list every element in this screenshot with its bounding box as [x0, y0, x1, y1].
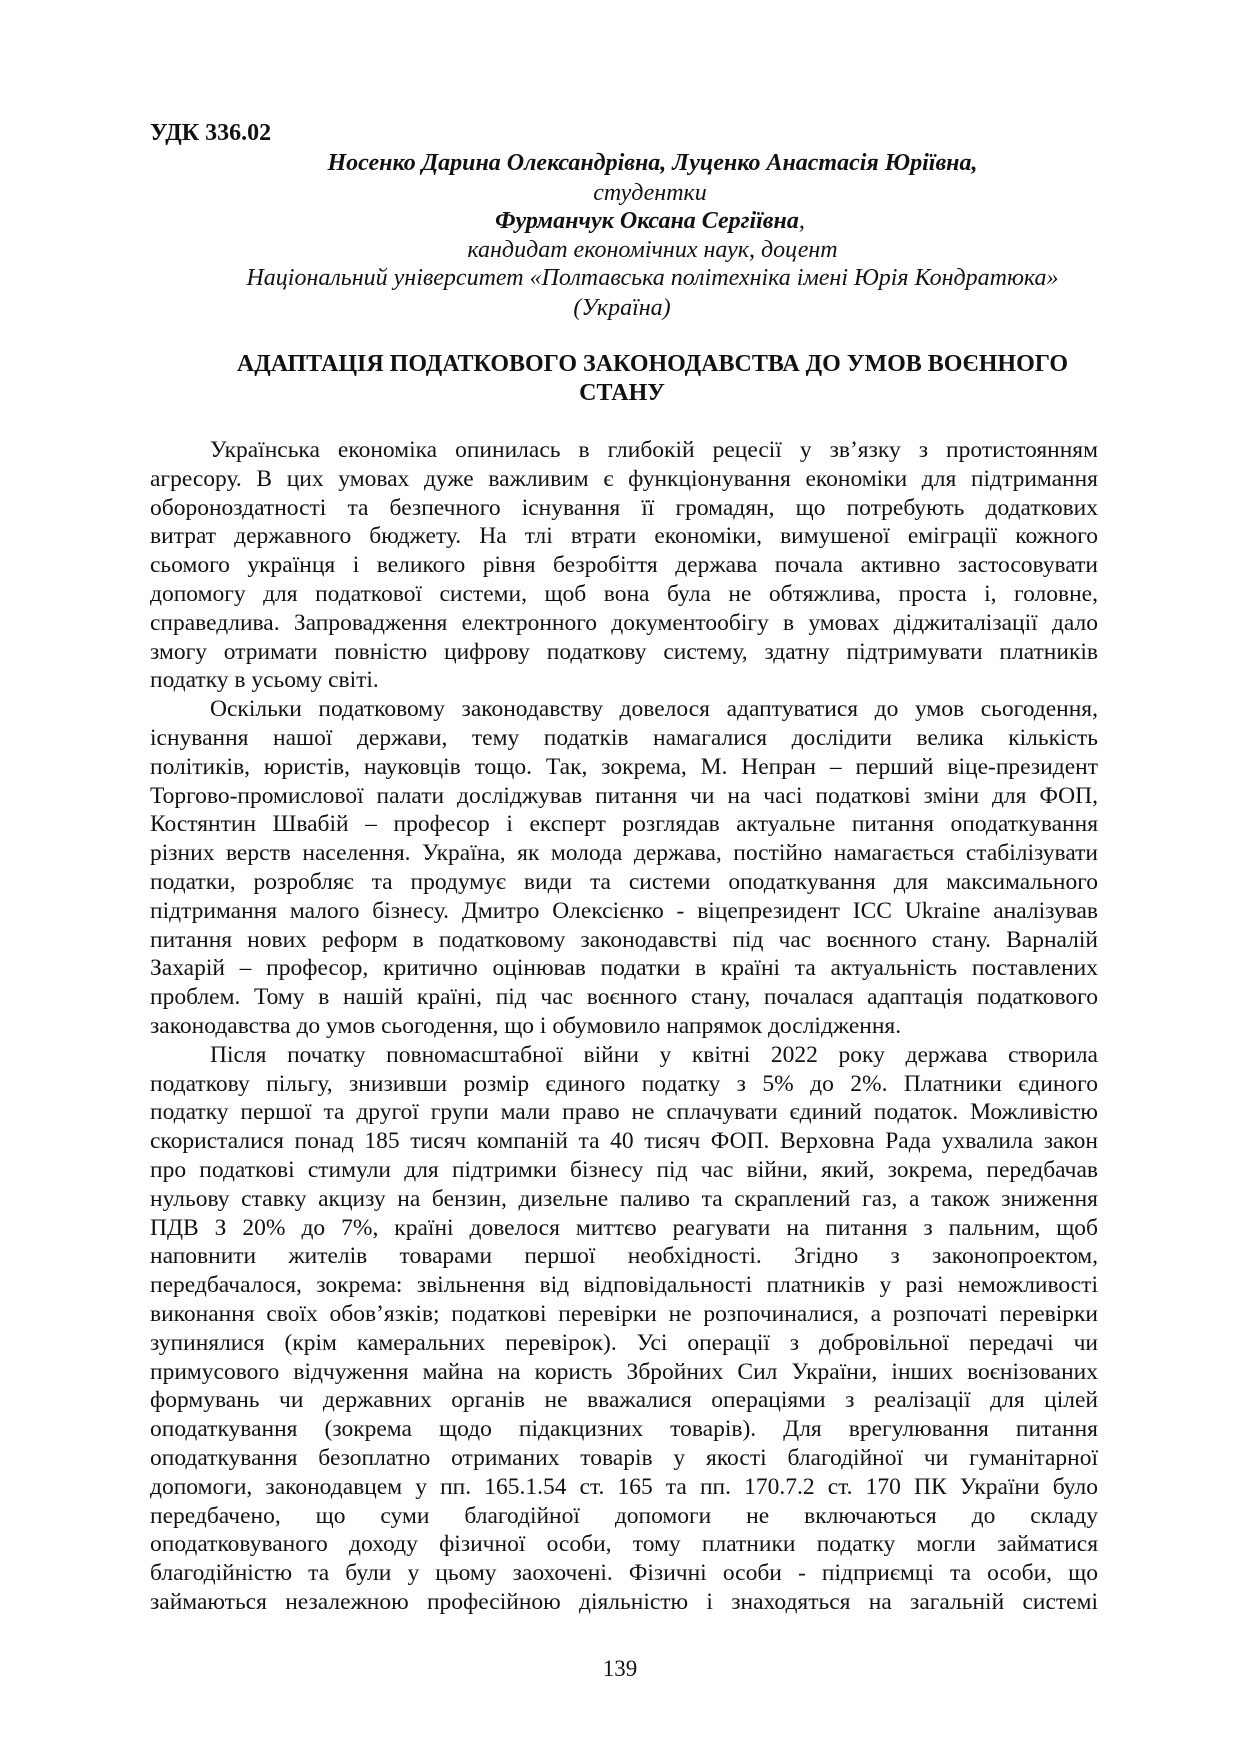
paragraph-3-line: допомоги, законодавцем у пп. 165.1.54 ст. 165 та пп. 170.7.2 ст. 170 ПК України було	[150, 1473, 1098, 1500]
paragraph-1-line: справедлива. Запровадження електронного документообігу в умовах діджиталізації дало	[150, 609, 1098, 636]
paragraph-1-line: змогу отримати повністю цифрову податкову систему, здатну підтримувати платників	[150, 638, 1098, 665]
paragraph-1-line: Українська економіка опинилась в глибокій рецесії у зв’язку з протистоянням	[210, 437, 1098, 463]
paragraph-2-line: Захарій – професор, критично оцінював податки в країні та актуальність поставлених	[150, 955, 1098, 982]
udk-code: УДК 336.02	[150, 120, 272, 146]
paragraph-2-line: податки, розробляє та продумує види та системи оподаткування для максимального	[150, 869, 1098, 895]
article-title-line-1: АДАПТАЦІЯ ПОДАТКОВОГО ЗАКОНОДАВСТВА ДО УМОВ ВОЄННОГО	[236, 351, 1069, 377]
page-number: 139	[602, 1656, 638, 1681]
paragraph-3-line: зупинялися (крім камеральних перевірок). Усі операції з добровільної передачі чи	[150, 1329, 1098, 1356]
paragraph-1-line: агресору. В цих умовах дуже важливим є функціонування економіки для підтримання	[150, 465, 1098, 492]
paragraph-3-line: скористалися понад 185 тисяч компаній та 40 тисяч ФОП. Верховна Рада ухвалила закон	[150, 1128, 1098, 1155]
paragraph-3-line: займаються незалежною професійною діяльністю і знаходяться на загальній системі	[150, 1589, 1098, 1615]
paragraph-3-line: оподатковуваного доходу фізичної особи, тому платники податку могли займатися	[150, 1531, 1098, 1558]
paragraph-2-line: проблем. Тому в нашій країні, під час воєнного стану, почалася адаптація податкового	[150, 984, 1098, 1011]
paragraph-3-line: податку першої та другої групи мали право не сплачувати єдиний податок. Можливістю	[150, 1099, 1098, 1126]
paragraph-3-line: ПДВ З 20% до 7%, країні довелося миттєво реагувати на питання з пальним, щоб	[150, 1214, 1098, 1241]
authors-students: Носенко Дарина Олександрівна, Луценко Анастасія Юріївна,	[327, 150, 978, 176]
paragraph-2-line: існування нашої держави, тему податків намагалися дослідити велика кількість	[150, 725, 1098, 751]
paragraph-2-line: Оскільки податковому законодавству довелося адаптуватися до умов сьогодення,	[210, 696, 1098, 723]
paragraph-3-line: благодійністю та були у цьому заохочені. Фізичні особи - підприємці та особи, що	[150, 1560, 1098, 1587]
paragraph-3-line: оподаткування (зокрема щодо підакцизних товарів). Для врегулювання питання	[150, 1416, 1098, 1443]
paragraph-2-line: політиків, юристів, науковців тощо. Так, зокрема, М. Непран – перший віце-президент	[150, 753, 1098, 780]
paragraph-1-line: сьомого українця і великого рівня безробіття держава почала активно застосовувати	[150, 552, 1098, 579]
country: (Україна)	[573, 295, 671, 321]
paragraph-2-line: законодавства до умов сьогодення, що і обумовило напрямок дослідження.	[150, 1013, 902, 1039]
paragraph-3-line: передбачено, що суми благодійної допомоги не включаються до складу	[150, 1502, 1098, 1529]
paragraph-3-line: про податкові стимули для підтримки бізнесу під час війни, який, зокрема, передбачав	[150, 1157, 1098, 1183]
paragraph-3-line: податкову пільгу, знизивши розмір єдиного податку з 5% до 2%. Платники єдиного	[150, 1070, 1098, 1097]
paragraph-3-line: наповнити жителів товарами першої необхідності. Згідно з законопроектом,	[150, 1243, 1098, 1270]
paragraph-3-line: нульову ставку акцизу на бензин, дизельне паливо та скраплений газ, а також зниження	[150, 1185, 1098, 1212]
article-title-line-2: СТАНУ	[579, 380, 665, 406]
paragraph-2-line: Костянтин Швабій – професор і експерт розглядав актуальне питання оподаткування	[150, 811, 1098, 838]
paragraph-3-line: оподаткування безоплатно отриманих товарів у якості благодійної чи гуманітарної	[150, 1445, 1098, 1471]
paragraph-2-line: питання нових реформ в податковому законодавстві під час воєнного стану. Варналій	[150, 926, 1098, 953]
supervisor	[440, 206, 860, 236]
paragraph-1-line: обороноздатності та безпечного існування її громадян, що потребують додаткових	[150, 494, 1098, 521]
paragraph-2-line: підтримання малого бізнесу. Дмитро Олексієнко - віцепрезидент ІСС Ukraine аналізував	[150, 897, 1098, 924]
paragraph-3-line: формувань чи державних органів не вважалися операціями з реалізації для цілей	[150, 1387, 1098, 1414]
paragraph-3-line: примусового відчуження майна на користь Збройних Сил України, інших воєнізованих	[150, 1358, 1098, 1385]
paragraph-2-line: Торгово-промислової палати досліджував питання чи на часі податкові зміни для ФОП,	[150, 782, 1098, 809]
students-role: студентки	[593, 180, 707, 206]
paragraph-1-line: витрат державного бюджету. На тлі втрати економіки, вимушеної еміграції кожного	[150, 523, 1098, 550]
paragraph-1-line: податку в усьому світі.	[150, 667, 379, 694]
supervisor-name: Фурманчук Оксана Сергіївна	[495, 208, 799, 234]
paragraph-1-line: допомогу для податкової системи, щоб вона була не обтяжлива, проста і, головне,	[150, 581, 1098, 607]
paragraph-3-line: Після початку повномасштабної війни у квітні 2022 року держава створила	[210, 1041, 1098, 1068]
paragraph-2-line: різних верств населення. Україна, як молода держава, постійно намагається стабілізувати	[150, 840, 1098, 867]
supervisor-role: кандидат економічних наук, доцент	[467, 237, 838, 263]
paragraph-3-line: передбачалося, зокрема: звільнення від відповідальності платників у разі неможливості	[150, 1272, 1098, 1299]
paragraph-3-line: виконання своїх обов’язків; податкові перевірки не розпочиналися, а розпочаті перевірки	[150, 1301, 1098, 1327]
institution: Національний університет «Полтавська політехніка імені Юрія Кондратюка»	[246, 265, 1059, 291]
supervisor-comma: ,	[798, 208, 805, 234]
